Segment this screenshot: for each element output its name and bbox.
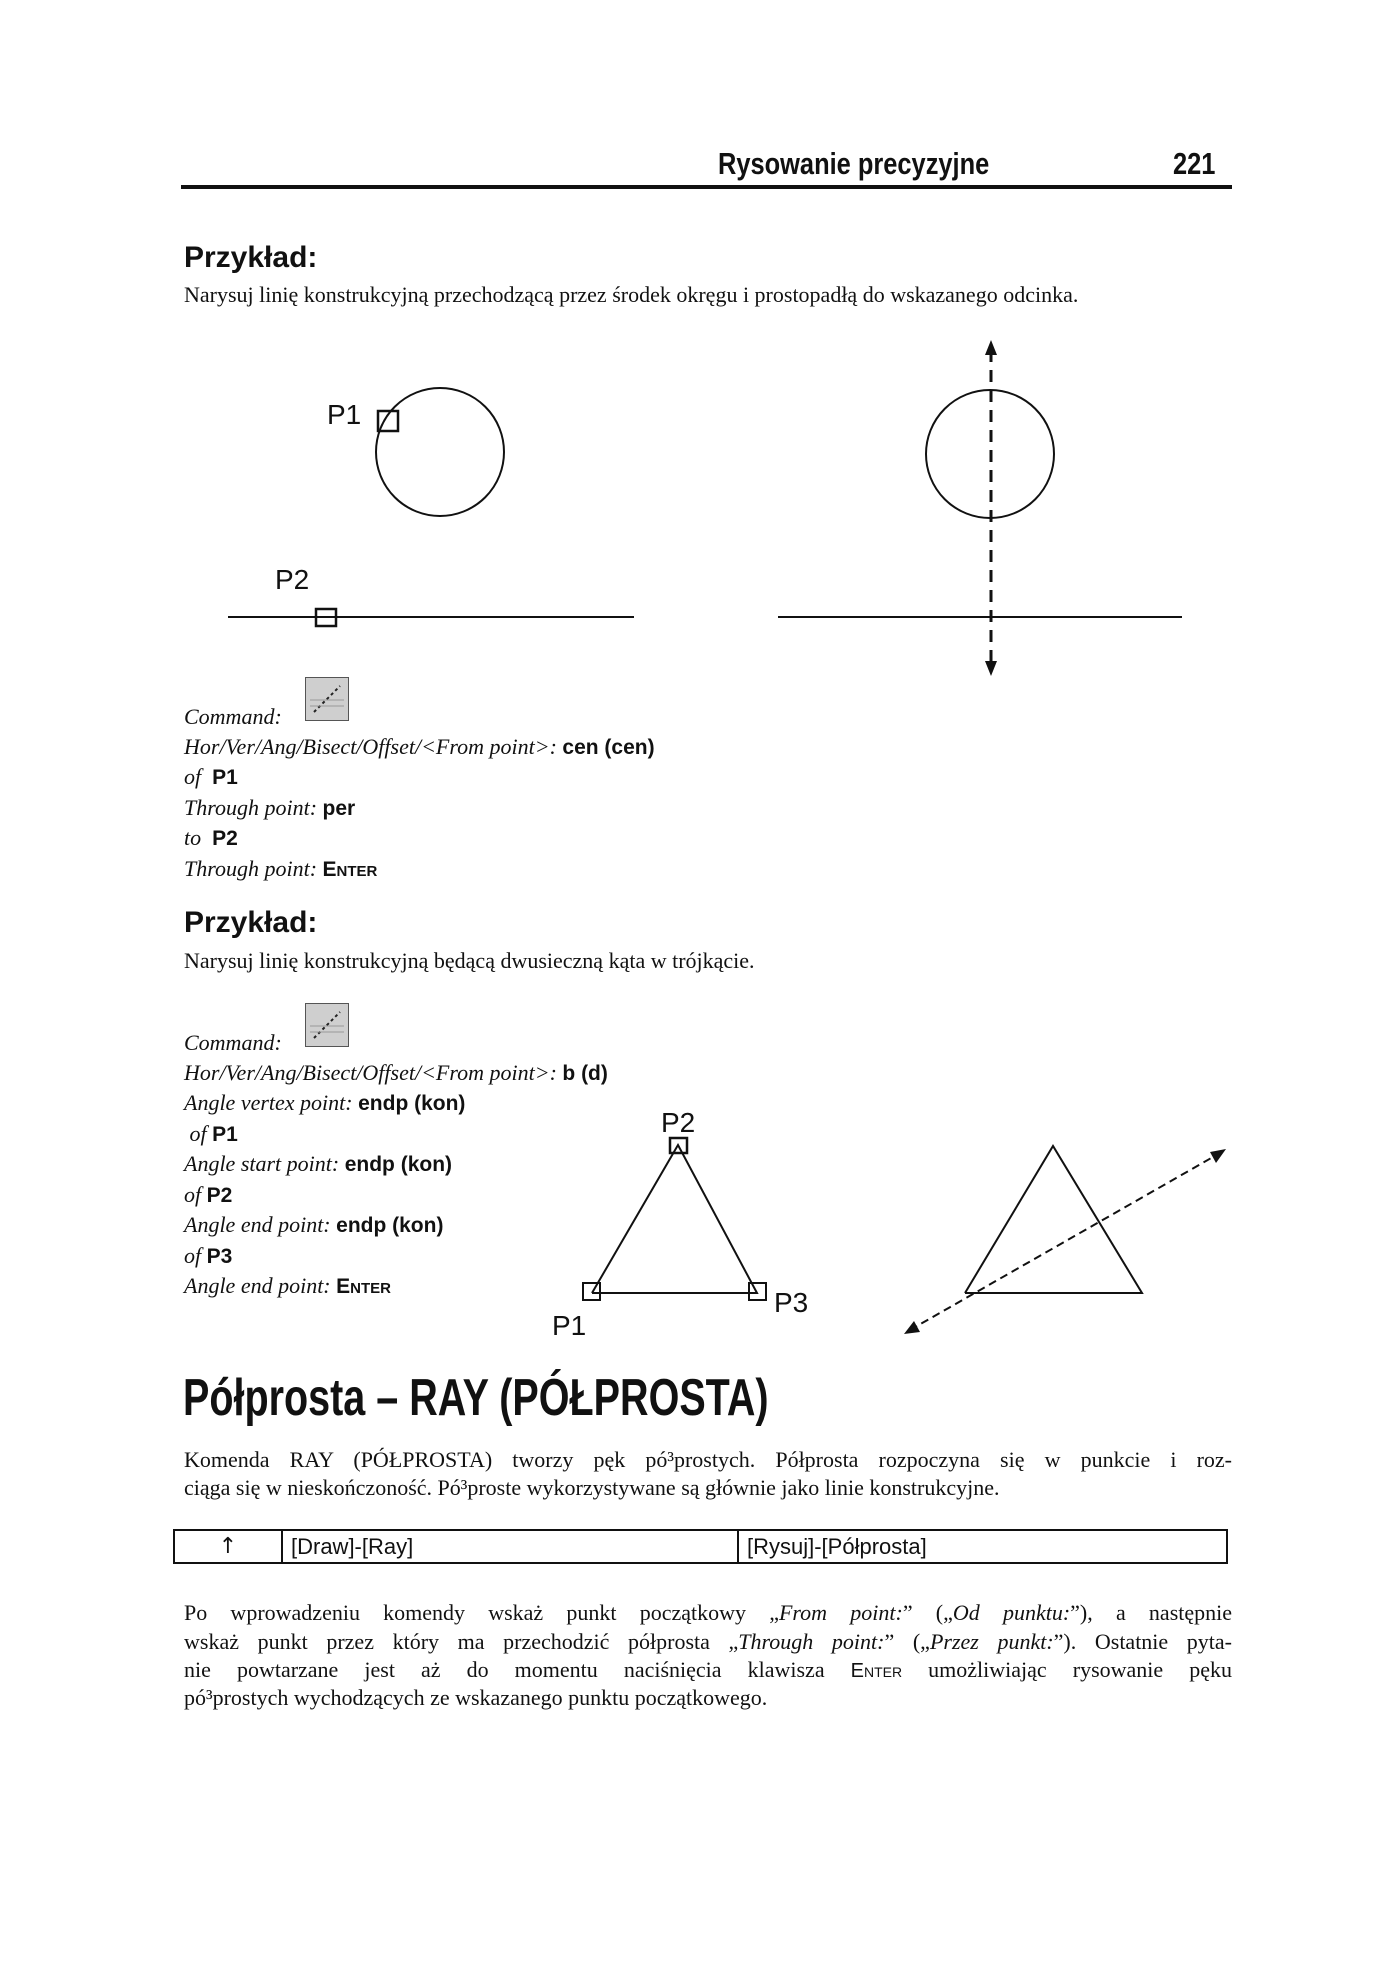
- command-line: Command:: [184, 1030, 282, 1055]
- paragraph-line-1: Po wprowadzeniu komendy wskaż punkt początkowy „From point:” („Od punktu:”), a następnie: [184, 1600, 1233, 1625]
- example2-figure: [0, 1080, 1386, 1350]
- p1-label: P1: [552, 1310, 587, 1341]
- example1-command-block: [184, 702, 655, 884]
- section-intro-line-1: Komenda RAY (PÓŁPROSTA) tworzy pęk pó³prostych. Półprosta rozpoczyna się w punkcie i roz-: [184, 1447, 1232, 1472]
- bisector-arrow-start: [904, 1321, 920, 1334]
- section-title: Półprosta – RAY (PÓŁPROSTA): [183, 1369, 769, 1427]
- menu-path-polish: [Rysuj]-[Półprosta]: [738, 1530, 1227, 1563]
- paragraph-line-4: pó³prostych wychodzących ze wskazanego punktu początkowego.: [184, 1685, 768, 1710]
- paragraph-line-2: wskaż punkt przez który ma przechodzić półprosta „Through point:” („Przez punkt:”). Ostatnie pyta-: [184, 1629, 1233, 1654]
- arrow-down: [985, 661, 997, 676]
- command-line: Hor/Ver/Ang/Bisect/Offset/<From point>: cen (cen): [184, 733, 655, 759]
- bisector-line: [910, 1153, 1220, 1330]
- circle-left: [376, 388, 504, 516]
- command-line: Angle end point: endp (kon): [184, 1212, 444, 1237]
- command-line: Hor/Ver/Ang/Bisect/Offset/<From point>: b (d): [184, 1059, 608, 1085]
- p3-marker: [749, 1283, 766, 1300]
- menu-path-table: [173, 1529, 1228, 1564]
- p2-label: P2: [661, 1107, 696, 1138]
- command-line: Angle vertex point: endp (kon): [184, 1090, 466, 1115]
- triangle-right: [965, 1146, 1142, 1293]
- menu-path-english: [Draw]-[Ray]: [282, 1530, 738, 1563]
- example1-heading: Przykład:: [184, 241, 318, 274]
- p1-label: P1: [327, 399, 362, 430]
- page-number: 221: [1173, 146, 1216, 181]
- triangle-left: [592, 1145, 757, 1293]
- up-arrow-icon: ↑: [174, 1530, 282, 1563]
- table-row: [174, 1530, 1227, 1563]
- command-line: to P2: [184, 825, 238, 850]
- command-line: Through point: Enter: [184, 855, 378, 881]
- section-intro-line-2: ciąga się w nieskończoność. Pó³proste wykorzystywane są głównie jako linie konstrukcyjne.: [184, 1475, 1000, 1500]
- bisector-arrow-end: [1210, 1149, 1226, 1163]
- command-line: of P2: [184, 1181, 233, 1207]
- command-line: Through point: per: [184, 794, 356, 820]
- example2-heading: Przykład:: [184, 906, 318, 939]
- p2-label: P2: [275, 564, 310, 595]
- paragraph-line-3: nie powtarzane jest aż do momentu naciśnięcia klawisza Enter umożliwiając rysowanie pęku: [184, 1657, 1232, 1682]
- arrow-up: [985, 340, 997, 355]
- running-title: Rysowanie precyzyjne: [718, 146, 990, 181]
- command-line: of P1: [189, 1120, 238, 1146]
- example1-figure: [0, 0, 1386, 700]
- command-line: of P1: [184, 764, 238, 789]
- command-line: Command:: [184, 704, 282, 729]
- command-line: of P3: [184, 1242, 233, 1268]
- example1-text: Narysuj linię konstrukcyjną przechodzącą przez środek okręgu i prostopadłą do wskazanego odcinka.: [184, 282, 1079, 307]
- p3-label: P3: [774, 1287, 809, 1318]
- command-line: Angle end point: Enter: [184, 1273, 391, 1298]
- example2-text: Narysuj linię konstrukcyjną będącą dwusieczną kąta w trójkącie.: [184, 948, 755, 973]
- command-line: Angle start point: endp (kon): [184, 1151, 453, 1176]
